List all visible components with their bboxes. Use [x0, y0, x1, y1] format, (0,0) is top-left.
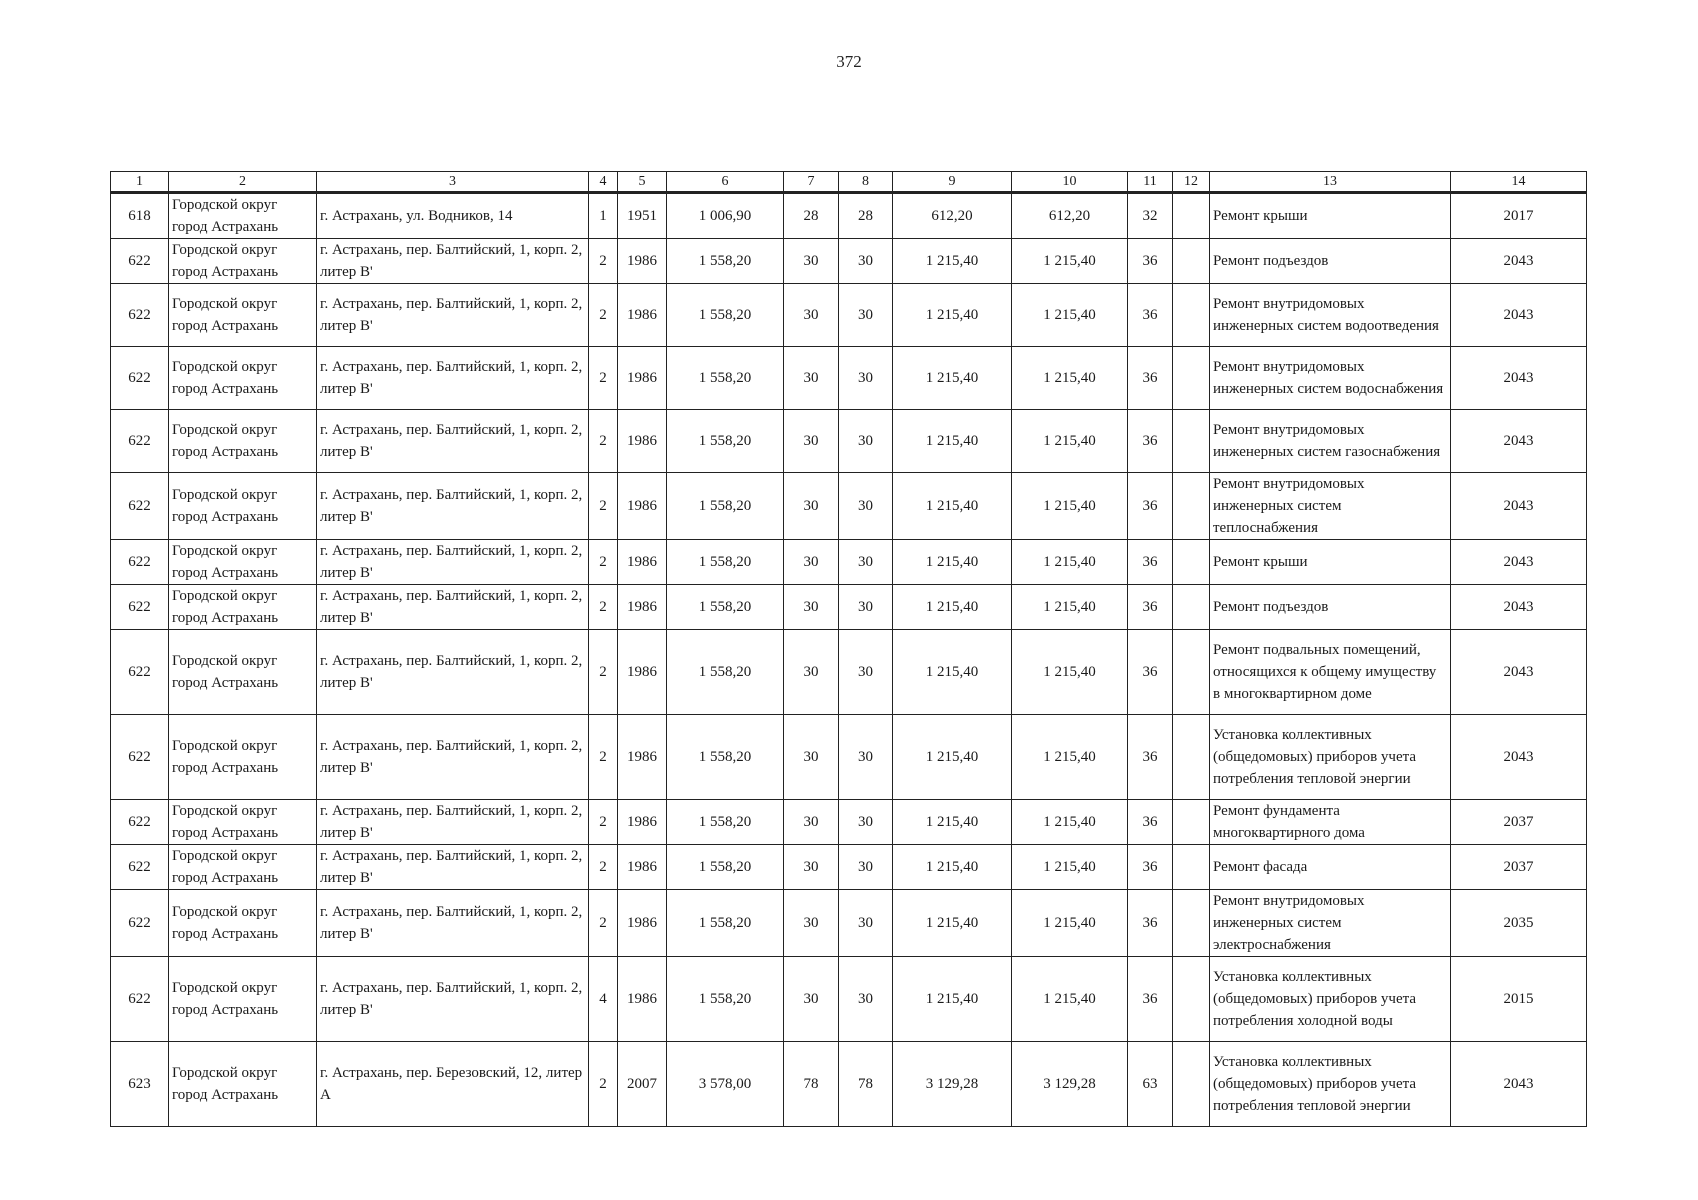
cell-floors: 2	[589, 347, 618, 410]
cell-commission-year: 1986	[618, 473, 667, 540]
table-row	[111, 845, 1587, 890]
cell-col-12-value	[1173, 585, 1210, 630]
cell-planned-year: 2043	[1451, 239, 1587, 284]
cell-total-area: 1 558,20	[667, 957, 784, 1042]
cell-address: г. Астрахань, пер. Балтийский, 1, корп. 2, литер В'	[317, 957, 589, 1042]
cell-row-number: 622	[111, 890, 169, 957]
cell-col-7-value: 30	[784, 239, 839, 284]
cell-planned-year: 2043	[1451, 473, 1587, 540]
cell-row-number: 622	[111, 630, 169, 715]
cell-row-number: 623	[111, 1042, 169, 1127]
cell-col-10-value: 1 215,40	[1012, 239, 1128, 284]
cell-col-7-value: 30	[784, 630, 839, 715]
cell-row-number: 622	[111, 284, 169, 347]
cell-commission-year: 1986	[618, 347, 667, 410]
cell-commission-year: 1986	[618, 890, 667, 957]
cell-col-8-value: 30	[839, 540, 893, 585]
cell-col-8-value: 30	[839, 957, 893, 1042]
cell-total-area: 1 558,20	[667, 585, 784, 630]
cell-commission-year: 1986	[618, 845, 667, 890]
cell-col-7-value: 30	[784, 845, 839, 890]
column-header-3: 3	[317, 172, 589, 193]
cell-total-area: 1 558,20	[667, 890, 784, 957]
cell-col-11-value: 36	[1128, 239, 1173, 284]
table-row	[111, 715, 1587, 800]
cell-address: г. Астрахань, пер. Балтийский, 1, корп. 2, литер В'	[317, 890, 589, 957]
cell-address: г. Астрахань, пер. Балтийский, 1, корп. 2, литер В'	[317, 540, 589, 585]
table-row	[111, 1042, 1587, 1127]
cell-col-10-value: 1 215,40	[1012, 410, 1128, 473]
column-header-13: 13	[1210, 172, 1451, 193]
cell-floors: 2	[589, 284, 618, 347]
cell-work-type: Ремонт подвальных помещений, относящихся к общему имуществу в многоквартирном доме	[1210, 630, 1451, 715]
cell-address: г. Астрахань, пер. Балтийский, 1, корп. 2, литер В'	[317, 800, 589, 845]
cell-col-7-value: 30	[784, 715, 839, 800]
cell-col-9-value: 1 215,40	[893, 284, 1012, 347]
cell-col-12-value	[1173, 845, 1210, 890]
cell-col-11-value: 36	[1128, 585, 1173, 630]
cell-col-12-value	[1173, 800, 1210, 845]
cell-commission-year: 1986	[618, 957, 667, 1042]
cell-col-9-value: 1 215,40	[893, 347, 1012, 410]
cell-col-9-value: 1 215,40	[893, 890, 1012, 957]
cell-total-area: 1 558,20	[667, 715, 784, 800]
cell-col-12-value	[1173, 347, 1210, 410]
cell-col-9-value: 1 215,40	[893, 715, 1012, 800]
cell-planned-year: 2043	[1451, 1042, 1587, 1127]
cell-floors: 2	[589, 800, 618, 845]
cell-row-number: 622	[111, 540, 169, 585]
cell-col-10-value: 1 215,40	[1012, 540, 1128, 585]
cell-address: г. Астрахань, пер. Балтийский, 1, корп. 2, литер В'	[317, 630, 589, 715]
cell-col-11-value: 36	[1128, 715, 1173, 800]
cell-col-12-value	[1173, 473, 1210, 540]
table-row	[111, 239, 1587, 284]
cell-municipality: Городской округ город Астрахань	[169, 800, 317, 845]
cell-total-area: 1 558,20	[667, 630, 784, 715]
table-row	[111, 473, 1587, 540]
cell-planned-year: 2043	[1451, 410, 1587, 473]
cell-total-area: 1 558,20	[667, 284, 784, 347]
cell-work-type: Ремонт внутридомовых инженерных систем водоотведения	[1210, 284, 1451, 347]
cell-col-8-value: 30	[839, 473, 893, 540]
cell-row-number: 622	[111, 715, 169, 800]
cell-work-type: Ремонт крыши	[1210, 193, 1451, 239]
cell-address: г. Астрахань, пер. Березовский, 12, литер А	[317, 1042, 589, 1127]
cell-municipality: Городской округ город Астрахань	[169, 193, 317, 239]
cell-address: г. Астрахань, пер. Балтийский, 1, корп. 2, литер В'	[317, 473, 589, 540]
cell-col-8-value: 30	[839, 715, 893, 800]
cell-col-11-value: 63	[1128, 1042, 1173, 1127]
cell-col-11-value: 36	[1128, 845, 1173, 890]
table-row	[111, 630, 1587, 715]
cell-floors: 2	[589, 473, 618, 540]
cell-planned-year: 2043	[1451, 630, 1587, 715]
cell-municipality: Городской округ город Астрахань	[169, 630, 317, 715]
cell-col-7-value: 30	[784, 890, 839, 957]
cell-municipality: Городской округ город Астрахань	[169, 890, 317, 957]
cell-col-8-value: 28	[839, 193, 893, 239]
cell-address: г. Астрахань, пер. Балтийский, 1, корп. 2, литер В'	[317, 845, 589, 890]
column-header-12: 12	[1173, 172, 1210, 193]
cell-col-11-value: 36	[1128, 890, 1173, 957]
cell-floors: 2	[589, 890, 618, 957]
cell-col-9-value: 1 215,40	[893, 630, 1012, 715]
cell-total-area: 1 558,20	[667, 410, 784, 473]
cell-col-12-value	[1173, 540, 1210, 585]
table-row	[111, 800, 1587, 845]
cell-col-9-value: 1 215,40	[893, 800, 1012, 845]
cell-col-11-value: 32	[1128, 193, 1173, 239]
cell-col-8-value: 30	[839, 585, 893, 630]
cell-commission-year: 1986	[618, 585, 667, 630]
cell-commission-year: 1986	[618, 800, 667, 845]
column-header-14: 14	[1451, 172, 1587, 193]
cell-col-11-value: 36	[1128, 410, 1173, 473]
cell-total-area: 1 558,20	[667, 239, 784, 284]
cell-municipality: Городской округ город Астрахань	[169, 957, 317, 1042]
cell-planned-year: 2037	[1451, 800, 1587, 845]
table-row	[111, 890, 1587, 957]
column-header-5: 5	[618, 172, 667, 193]
cell-address: г. Астрахань, пер. Балтийский, 1, корп. 2, литер В'	[317, 585, 589, 630]
cell-floors: 2	[589, 845, 618, 890]
cell-col-12-value	[1173, 239, 1210, 284]
cell-total-area: 1 558,20	[667, 800, 784, 845]
cell-planned-year: 2035	[1451, 890, 1587, 957]
column-header-11: 11	[1128, 172, 1173, 193]
column-header-10: 10	[1012, 172, 1128, 193]
cell-work-type: Ремонт крыши	[1210, 540, 1451, 585]
cell-planned-year: 2043	[1451, 347, 1587, 410]
cell-row-number: 622	[111, 585, 169, 630]
cell-commission-year: 1986	[618, 630, 667, 715]
cell-col-11-value: 36	[1128, 630, 1173, 715]
cell-col-7-value: 30	[784, 585, 839, 630]
cell-row-number: 622	[111, 239, 169, 284]
cell-col-10-value: 1 215,40	[1012, 715, 1128, 800]
cell-commission-year: 1986	[618, 284, 667, 347]
cell-commission-year: 2007	[618, 1042, 667, 1127]
cell-row-number: 622	[111, 347, 169, 410]
cell-col-9-value: 3 129,28	[893, 1042, 1012, 1127]
cell-floors: 2	[589, 1042, 618, 1127]
cell-col-11-value: 36	[1128, 473, 1173, 540]
cell-col-9-value: 1 215,40	[893, 540, 1012, 585]
cell-row-number: 622	[111, 473, 169, 540]
cell-col-10-value: 1 215,40	[1012, 890, 1128, 957]
cell-col-12-value	[1173, 715, 1210, 800]
cell-address: г. Астрахань, пер. Балтийский, 1, корп. 2, литер В'	[317, 239, 589, 284]
cell-col-9-value: 1 215,40	[893, 845, 1012, 890]
cell-col-10-value: 1 215,40	[1012, 473, 1128, 540]
cell-planned-year: 2043	[1451, 715, 1587, 800]
cell-work-type: Ремонт внутридомовых инженерных систем теплоснабжения	[1210, 473, 1451, 540]
cell-total-area: 1 558,20	[667, 845, 784, 890]
cell-total-area: 1 558,20	[667, 473, 784, 540]
cell-municipality: Городской округ город Астрахань	[169, 347, 317, 410]
cell-col-7-value: 30	[784, 347, 839, 410]
cell-col-7-value: 30	[784, 800, 839, 845]
cell-col-9-value: 1 215,40	[893, 473, 1012, 540]
cell-work-type: Ремонт фундамента многоквартирного дома	[1210, 800, 1451, 845]
table-row	[111, 347, 1587, 410]
cell-municipality: Городской округ город Астрахань	[169, 845, 317, 890]
cell-municipality: Городской округ город Астрахань	[169, 473, 317, 540]
cell-work-type: Ремонт внутридомовых инженерных систем электроснабжения	[1210, 890, 1451, 957]
cell-col-11-value: 36	[1128, 800, 1173, 845]
cell-col-10-value: 1 215,40	[1012, 800, 1128, 845]
cell-address: г. Астрахань, пер. Балтийский, 1, корп. 2, литер В'	[317, 284, 589, 347]
cell-floors: 1	[589, 193, 618, 239]
cell-work-type: Ремонт подъездов	[1210, 239, 1451, 284]
cell-commission-year: 1986	[618, 715, 667, 800]
cell-col-9-value: 1 215,40	[893, 239, 1012, 284]
cell-row-number: 622	[111, 410, 169, 473]
cell-col-9-value: 1 215,40	[893, 585, 1012, 630]
cell-work-type: Ремонт фасада	[1210, 845, 1451, 890]
cell-col-8-value: 30	[839, 410, 893, 473]
cell-planned-year: 2043	[1451, 540, 1587, 585]
cell-address: г. Астрахань, ул. Водников, 14	[317, 193, 589, 239]
cell-col-7-value: 30	[784, 473, 839, 540]
cell-municipality: Городской округ город Астрахань	[169, 410, 317, 473]
cell-municipality: Городской округ город Астрахань	[169, 1042, 317, 1127]
cell-planned-year: 2043	[1451, 585, 1587, 630]
cell-col-10-value: 1 215,40	[1012, 585, 1128, 630]
column-header-9: 9	[893, 172, 1012, 193]
cell-col-7-value: 28	[784, 193, 839, 239]
cell-municipality: Городской округ город Астрахань	[169, 284, 317, 347]
cell-floors: 4	[589, 957, 618, 1042]
table-row	[111, 193, 1587, 239]
cell-total-area: 3 578,00	[667, 1042, 784, 1127]
cell-col-10-value: 1 215,40	[1012, 957, 1128, 1042]
cell-municipality: Городской округ город Астрахань	[169, 239, 317, 284]
cell-work-type: Установка коллективных (общедомовых) приборов учета потребления тепловой энергии	[1210, 1042, 1451, 1127]
cell-row-number: 622	[111, 845, 169, 890]
cell-col-11-value: 36	[1128, 957, 1173, 1042]
capital-repair-table	[110, 171, 1587, 1127]
cell-col-12-value	[1173, 410, 1210, 473]
cell-col-11-value: 36	[1128, 284, 1173, 347]
cell-address: г. Астрахань, пер. Балтийский, 1, корп. 2, литер В'	[317, 715, 589, 800]
cell-commission-year: 1951	[618, 193, 667, 239]
cell-row-number: 618	[111, 193, 169, 239]
cell-col-12-value	[1173, 284, 1210, 347]
column-header-7: 7	[784, 172, 839, 193]
cell-col-11-value: 36	[1128, 347, 1173, 410]
column-header-1: 1	[111, 172, 169, 193]
cell-col-8-value: 30	[839, 845, 893, 890]
cell-floors: 2	[589, 239, 618, 284]
cell-col-8-value: 30	[839, 630, 893, 715]
cell-col-7-value: 78	[784, 1042, 839, 1127]
cell-col-8-value: 30	[839, 239, 893, 284]
cell-municipality: Городской округ город Астрахань	[169, 715, 317, 800]
cell-col-7-value: 30	[784, 540, 839, 585]
table-row	[111, 410, 1587, 473]
cell-floors: 2	[589, 715, 618, 800]
cell-col-8-value: 30	[839, 284, 893, 347]
cell-col-12-value	[1173, 630, 1210, 715]
cell-col-8-value: 30	[839, 800, 893, 845]
column-header-8: 8	[839, 172, 893, 193]
cell-address: г. Астрахань, пер. Балтийский, 1, корп. 2, литер В'	[317, 347, 589, 410]
cell-col-12-value	[1173, 957, 1210, 1042]
cell-row-number: 622	[111, 957, 169, 1042]
cell-municipality: Городской округ город Астрахань	[169, 585, 317, 630]
cell-address: г. Астрахань, пер. Балтийский, 1, корп. 2, литер В'	[317, 410, 589, 473]
cell-floors: 2	[589, 540, 618, 585]
cell-col-7-value: 30	[784, 410, 839, 473]
cell-planned-year: 2037	[1451, 845, 1587, 890]
cell-col-9-value: 1 215,40	[893, 957, 1012, 1042]
column-header-6: 6	[667, 172, 784, 193]
column-header-4: 4	[589, 172, 618, 193]
table-row	[111, 540, 1587, 585]
cell-total-area: 1 558,20	[667, 540, 784, 585]
cell-col-9-value: 1 215,40	[893, 410, 1012, 473]
cell-col-10-value: 1 215,40	[1012, 630, 1128, 715]
cell-col-12-value	[1173, 1042, 1210, 1127]
page-number: 372	[836, 52, 862, 71]
cell-row-number: 622	[111, 800, 169, 845]
cell-floors: 2	[589, 410, 618, 473]
cell-col-8-value: 78	[839, 1042, 893, 1127]
column-number-header-row	[111, 172, 1587, 193]
cell-col-10-value: 1 215,40	[1012, 284, 1128, 347]
cell-col-7-value: 30	[784, 957, 839, 1042]
cell-total-area: 1 558,20	[667, 347, 784, 410]
cell-work-type: Установка коллективных (общедомовых) приборов учета потребления холодной воды	[1210, 957, 1451, 1042]
cell-work-type: Ремонт подъездов	[1210, 585, 1451, 630]
cell-commission-year: 1986	[618, 540, 667, 585]
cell-col-10-value: 1 215,40	[1012, 845, 1128, 890]
cell-total-area: 1 006,90	[667, 193, 784, 239]
cell-commission-year: 1986	[618, 410, 667, 473]
table-row	[111, 957, 1587, 1042]
cell-col-12-value	[1173, 193, 1210, 239]
cell-planned-year: 2017	[1451, 193, 1587, 239]
cell-col-10-value: 612,20	[1012, 193, 1128, 239]
cell-col-9-value: 612,20	[893, 193, 1012, 239]
table-row	[111, 585, 1587, 630]
cell-col-10-value: 3 129,28	[1012, 1042, 1128, 1127]
cell-col-8-value: 30	[839, 890, 893, 957]
cell-col-11-value: 36	[1128, 540, 1173, 585]
cell-floors: 2	[589, 630, 618, 715]
cell-municipality: Городской округ город Астрахань	[169, 540, 317, 585]
cell-work-type: Установка коллективных (общедомовых) приборов учета потребления тепловой энергии	[1210, 715, 1451, 800]
cell-col-12-value	[1173, 890, 1210, 957]
cell-work-type: Ремонт внутридомовых инженерных систем газоснабжения	[1210, 410, 1451, 473]
cell-commission-year: 1986	[618, 239, 667, 284]
cell-work-type: Ремонт внутридомовых инженерных систем водоснабжения	[1210, 347, 1451, 410]
cell-col-8-value: 30	[839, 347, 893, 410]
cell-planned-year: 2043	[1451, 284, 1587, 347]
cell-floors: 2	[589, 585, 618, 630]
column-header-2: 2	[169, 172, 317, 193]
table-row	[111, 284, 1587, 347]
cell-col-7-value: 30	[784, 284, 839, 347]
cell-planned-year: 2015	[1451, 957, 1587, 1042]
cell-col-10-value: 1 215,40	[1012, 347, 1128, 410]
